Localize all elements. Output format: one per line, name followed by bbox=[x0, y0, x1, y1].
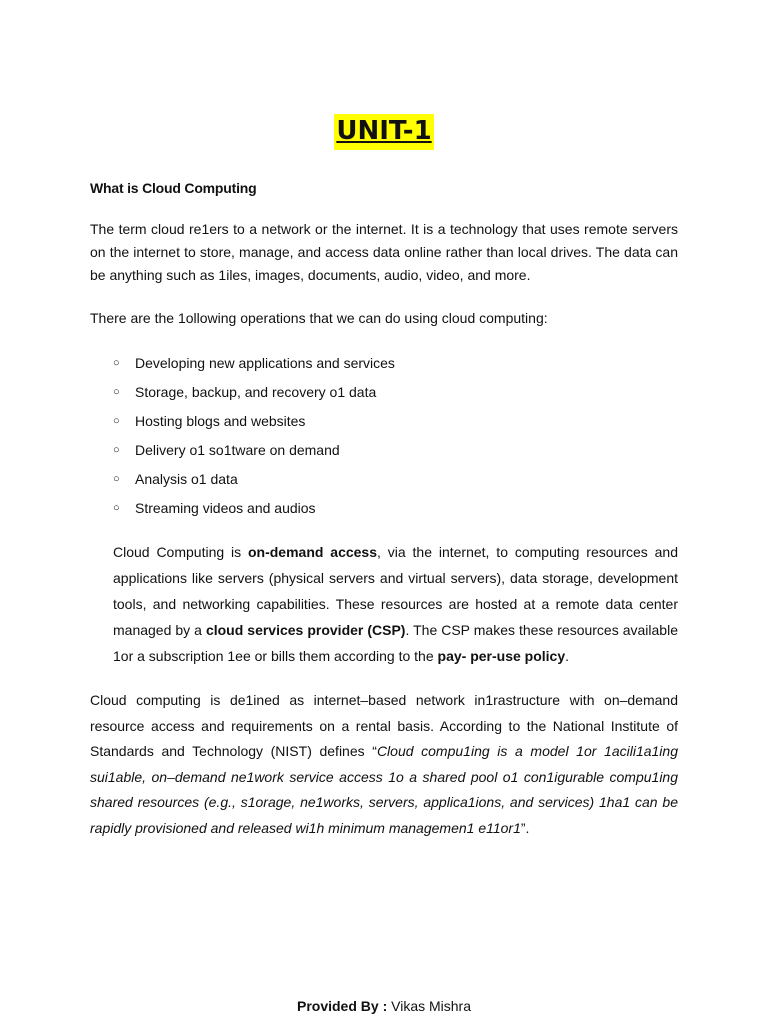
footer bbox=[0, 998, 768, 1014]
list-item-text: Storage, backup, and recovery o1 data bbox=[135, 384, 377, 400]
on-demand-access-bold: on-demand access bbox=[247, 544, 378, 560]
operations-list bbox=[113, 352, 395, 526]
list-item-text: Hosting blogs and websites bbox=[135, 413, 306, 429]
nist-quote-end: ”. bbox=[520, 819, 530, 836]
definition-paragraph bbox=[113, 539, 678, 669]
list-item bbox=[113, 410, 395, 439]
bullet-circle-icon: ○ bbox=[113, 415, 120, 427]
intro-paragraph: The term cloud re1ers to a network or the internet. It is a technology that uses remote servers on the internet to store, manage, and access data online rather than local drives. The data can be anything such as 1iles, images, documents, audio, video, and more. bbox=[90, 221, 678, 283]
nist-text: Cloud computing is de1ined as internet–based network in1rastructure with on–demand resource access and requirements on a rental basis. According to the National Institute of Standards and Technology (NIST) defines “ bbox=[90, 692, 678, 760]
list-item-text: Analysis o1 data bbox=[135, 471, 238, 487]
list-item bbox=[113, 381, 395, 410]
definition-text-4: . bbox=[565, 648, 569, 664]
csp-bold: cloud services provider (CSP) bbox=[205, 622, 406, 638]
bullet-circle-icon: ○ bbox=[113, 473, 120, 485]
operations-intro-paragraph: There are the 1ollowing operations that we can do using cloud computing: bbox=[90, 310, 548, 326]
list-item-text: Delivery o1 so1tware on demand bbox=[135, 442, 340, 458]
list-item bbox=[113, 439, 395, 468]
list-item bbox=[113, 468, 395, 497]
page-title: UNIT-1 bbox=[334, 114, 433, 150]
bullet-circle-icon: ○ bbox=[113, 444, 120, 456]
bullet-circle-icon: ○ bbox=[113, 386, 120, 398]
list-item-text: Developing new applications and services bbox=[135, 355, 395, 371]
list-item bbox=[113, 352, 395, 381]
nist-paragraph bbox=[90, 688, 678, 842]
definition-text-2: , via the internet, to computing resources and applications like servers (physical servers and virtual servers), data storage, development tools, and networking capabilities. These resources are hosted at a remote data center managed by a bbox=[113, 544, 678, 638]
list-item-text: Streaming videos and audios bbox=[135, 500, 316, 516]
list-item bbox=[113, 497, 395, 526]
pay-per-use-bold: pay- per-use policy bbox=[437, 648, 566, 664]
bullet-circle-icon: ○ bbox=[113, 357, 120, 369]
section-heading: What is Cloud Computing bbox=[90, 180, 257, 196]
title-container bbox=[0, 114, 768, 150]
footer-author: Vikas Mishra bbox=[391, 998, 472, 1014]
bullet-circle-icon: ○ bbox=[113, 502, 120, 514]
definition-text-1: Cloud Computing is bbox=[113, 544, 248, 560]
definition-text-3: . The CSP makes these resources available 1or a subscription 1ee or bills them according to the bbox=[113, 622, 678, 664]
nist-quote: Cloud compu1ing is a model 1or 1acili1a1ing sui1able, on–demand ne1work service access 1o a shared pool o1 con1igurable compu1ing shared resources (e.g., s1orage, ne1works, servers, applica1ions, and services) 1ha1 can be rapidly provisioned and released wi1h minimum managemen1 e11or1 bbox=[90, 743, 678, 836]
footer-label: Provided By : bbox=[296, 998, 388, 1014]
